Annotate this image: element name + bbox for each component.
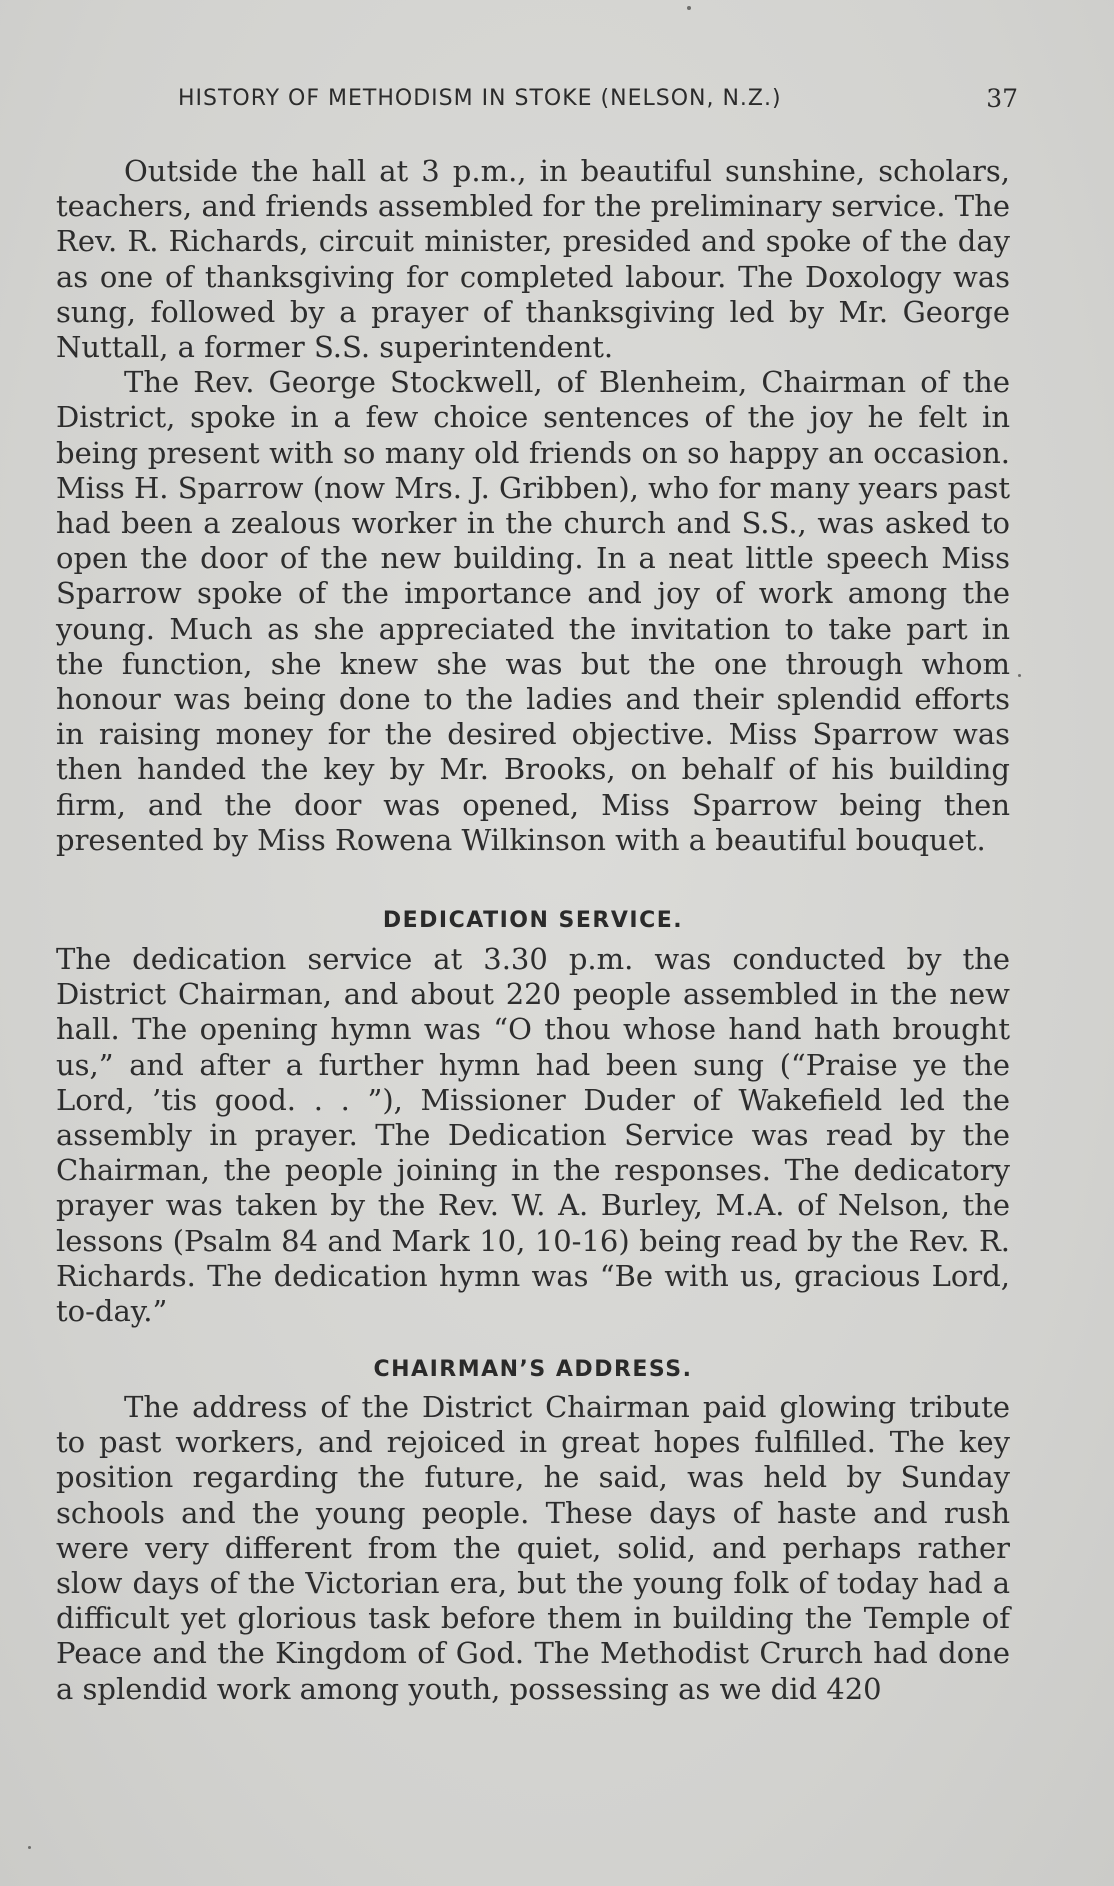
dedication-text-block <box>56 942 1010 1329</box>
running-head <box>178 86 1018 120</box>
address-text-block <box>56 1390 1010 1707</box>
paragraph-stockwell: The Rev. George Stockwell, of Blenheim, Chairman of the District, spoke in a few choice sentences of the joy he felt in being present with so many old friends on so happy an occasion. Miss H. Sparrow (now Mrs. J. Gribben), who for many years past had been a zealous worker in the church and S.S., was asked to open the door of the new building. In a neat little speech Miss Sparrow spoke of the importance and joy of work among the young. Much as she appreciated the invitation to take part in the function, she knew she was but the one through whom honour was being done to the ladies and their splendid efforts in raising money for the desired objective. Miss Sparrow was then handed the key by Mr. Brooks, on behalf of his building firm, and the door was opened, Miss Sparrow being then presented by Miss Rowena Wilkinson with a beautiful bouquet. <box>56 365 1010 857</box>
paragraph-dedication: The dedication service at 3.30 p.m. was conducted by the District Chairman, and about 220 people assembled in the new hall. The opening hymn was “O thou whose hand hath brought us,” and after a further hymn had been sung (“Praise ye the Lord, ’tis good. . . ”), Missioner Duder of Wakefield led the assembly in prayer. The Dedication Service was read by the Chairman, the people joining in the responses. The dedicatory prayer was taken by the Rev. W. A. Burley, M.A. of Nelson, the lessons (Psalm 84 and Mark 10, 10-16) being read by the Rev. R. Richards. The dedication hymn was “Be with us, gracious Lord, to-day.” <box>56 942 1010 1329</box>
paper-speck <box>1018 674 1021 677</box>
page-number: 37 <box>986 84 1018 113</box>
paper-speck <box>687 6 691 10</box>
running-head-title: HISTORY OF METHODISM IN STOKE (NELSON, N.Z.) <box>178 86 782 111</box>
paragraph-address: The address of the District Chairman paid glowing tribute to past workers, and rejoiced in great hopes fulfilled. The key position regarding the future, he said, was held by Sunday schools and the young people. These days of haste and rush were very different from the quiet, solid, and perhaps rather slow days of the Victorian era, but the young folk of today had a difficult yet glorious task before them in building the Temple of Peace and the Kingdom of God. The Methodist Crurch had done a splendid work among youth, possessing as we did 420 <box>56 1390 1010 1706</box>
section-heading-dedication: DEDICATION SERVICE. <box>382 908 684 933</box>
opening-text-block <box>56 154 1010 858</box>
paragraph-outside-hall: Outside the hall at 3 p.m., in beautiful sunshine, scholars, teachers, and friends assembled for the preliminary service. The Rev. R. Richards, circuit minister, presided and spoke of the day as one of thanksgiving for completed labour. The Doxology was sung, followed by a prayer of thanksgiving led by Mr. George Nuttall, a former S.S. superintendent. <box>56 154 1010 365</box>
section-heading-chairmans-address: CHAIRMAN’S ADDRESS. <box>373 1357 693 1382</box>
paper-speck <box>28 1846 31 1849</box>
